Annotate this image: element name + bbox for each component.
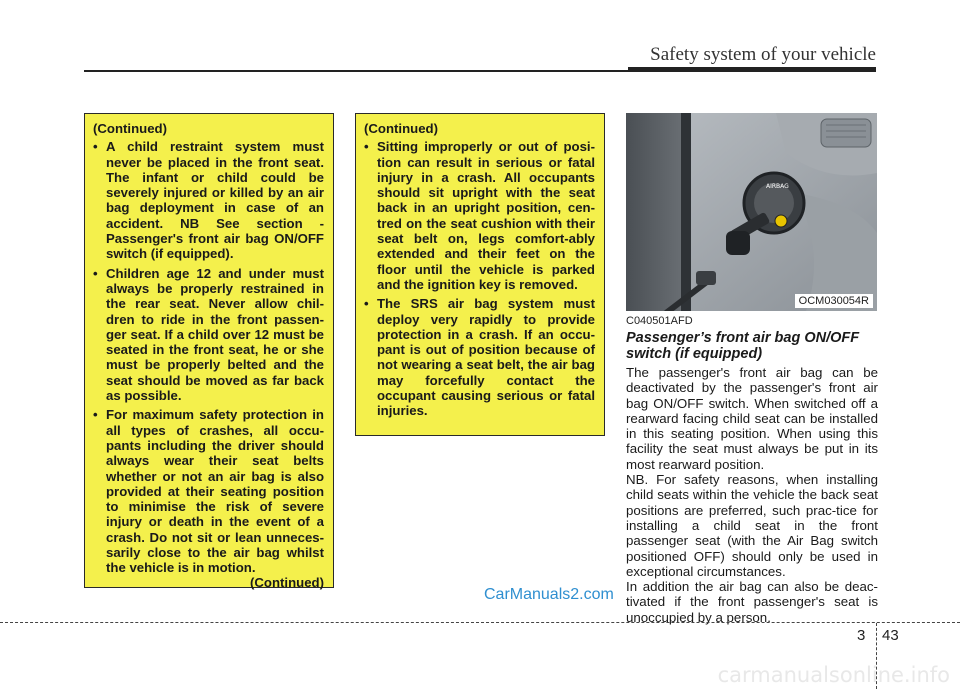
body-paragraph: The passenger's front air bag can be deactivated by the passenger's front air bag ON/OFF switch. When switched off a rearward facing child seat can be installed in this seating position. When using this facility the seat must always be put in its most rearward position.: [626, 365, 878, 472]
warning-bullet-text: Children age 12 and under must always be properly restrained in the rear seat. Never allow chil-dren to ride in the front passen-ger seat. If a child over 12 must be seated in the front seat, he or she must be properly belted and the seat should be moved as far back as possible.: [106, 265, 324, 404]
section-body: [626, 365, 878, 625]
warning-bullet: [93, 407, 324, 575]
watermark-link[interactable]: CarManuals2.com: [484, 586, 614, 603]
body-paragraph: NB. For safety reasons, when installing child seats within the vehicle the back seat positions are preferred, such prac-tice for installing a child seat in the front passenger seat (with the Air Bag switch positioned OFF) should only be used in exceptional circumstances.: [626, 472, 878, 579]
bullet-icon: •: [93, 407, 98, 423]
warning-bullet-text: The SRS air bag system must deploy very rapidly to provide protection in a crash. If an occu-pant is out of position because of not wearing a seat belt, the air bag may forcefully contact the occupant causing serious or fatal injuries.: [377, 296, 595, 419]
airbag-switch-photo: [626, 113, 877, 311]
warning-bullet-text: For maximum safety protection in all types of crashes, all occu-pants including the driver should always wear their seat belts whether or not an air bag is also provided at their seating position to minimise the risk of severe injury or death in the event of a crash. Do not sit or lean unneces-sarily close to the air bag whilst the vehicle is in motion.: [106, 407, 324, 576]
chapter-number: 3: [857, 627, 866, 644]
warning-box-right: [355, 113, 605, 436]
photo-code-label: OCM030054R: [795, 294, 873, 308]
bullet-icon: •: [364, 139, 369, 155]
continued-label: (Continued): [364, 121, 438, 136]
bullet-icon: •: [93, 265, 98, 281]
airbag-switch-illustration: [626, 113, 877, 311]
warning-bullet: [364, 139, 595, 292]
section-title: Passenger’s front air bag ON/OFF switch (if equipped): [626, 330, 860, 362]
warning-box-left: [84, 113, 334, 588]
warning-bullet-text: Sitting improperly or out of posi-tion can result in serious or fatal injury in a crash. All occupants should sit upright with the seat back in an upright position, cen-tred on the seat cushion with their seat belt on, legs comfort-ably extended and their feet on the floor until the vehicle is parked and the ignition key is removed.: [377, 139, 595, 292]
section-reference-code: C040501AFD: [626, 315, 693, 327]
continued-label: (Continued): [93, 121, 167, 136]
body-paragraph: In addition the air bag can also be deac-tivated if the front passenger's seat is unoccupied by a person.: [626, 579, 878, 625]
warning-bullet-text: A child restraint system must never be placed in the front seat. The infant or child could be severely injured or killed by an air bag deployment in case of an accident. NB See section - Passenger's front air bag ON/OFF switch (if equipped).: [106, 139, 324, 262]
bullet-icon: •: [93, 139, 98, 155]
continued-label: (Continued): [250, 574, 324, 590]
bullet-icon: •: [364, 296, 369, 312]
site-watermark: carmanualsonline.info: [717, 663, 950, 687]
warning-bullet: [93, 139, 324, 261]
warning-bullet: [93, 266, 324, 404]
page-header-title: Safety system of your vehicle: [650, 44, 876, 65]
warning-bullet: [364, 296, 595, 418]
svg-text:AIRBAG: AIRBAG: [766, 183, 789, 190]
footer-rule: [0, 622, 960, 623]
page-number: 43: [882, 627, 899, 644]
header-rule-accent: [628, 67, 876, 72]
